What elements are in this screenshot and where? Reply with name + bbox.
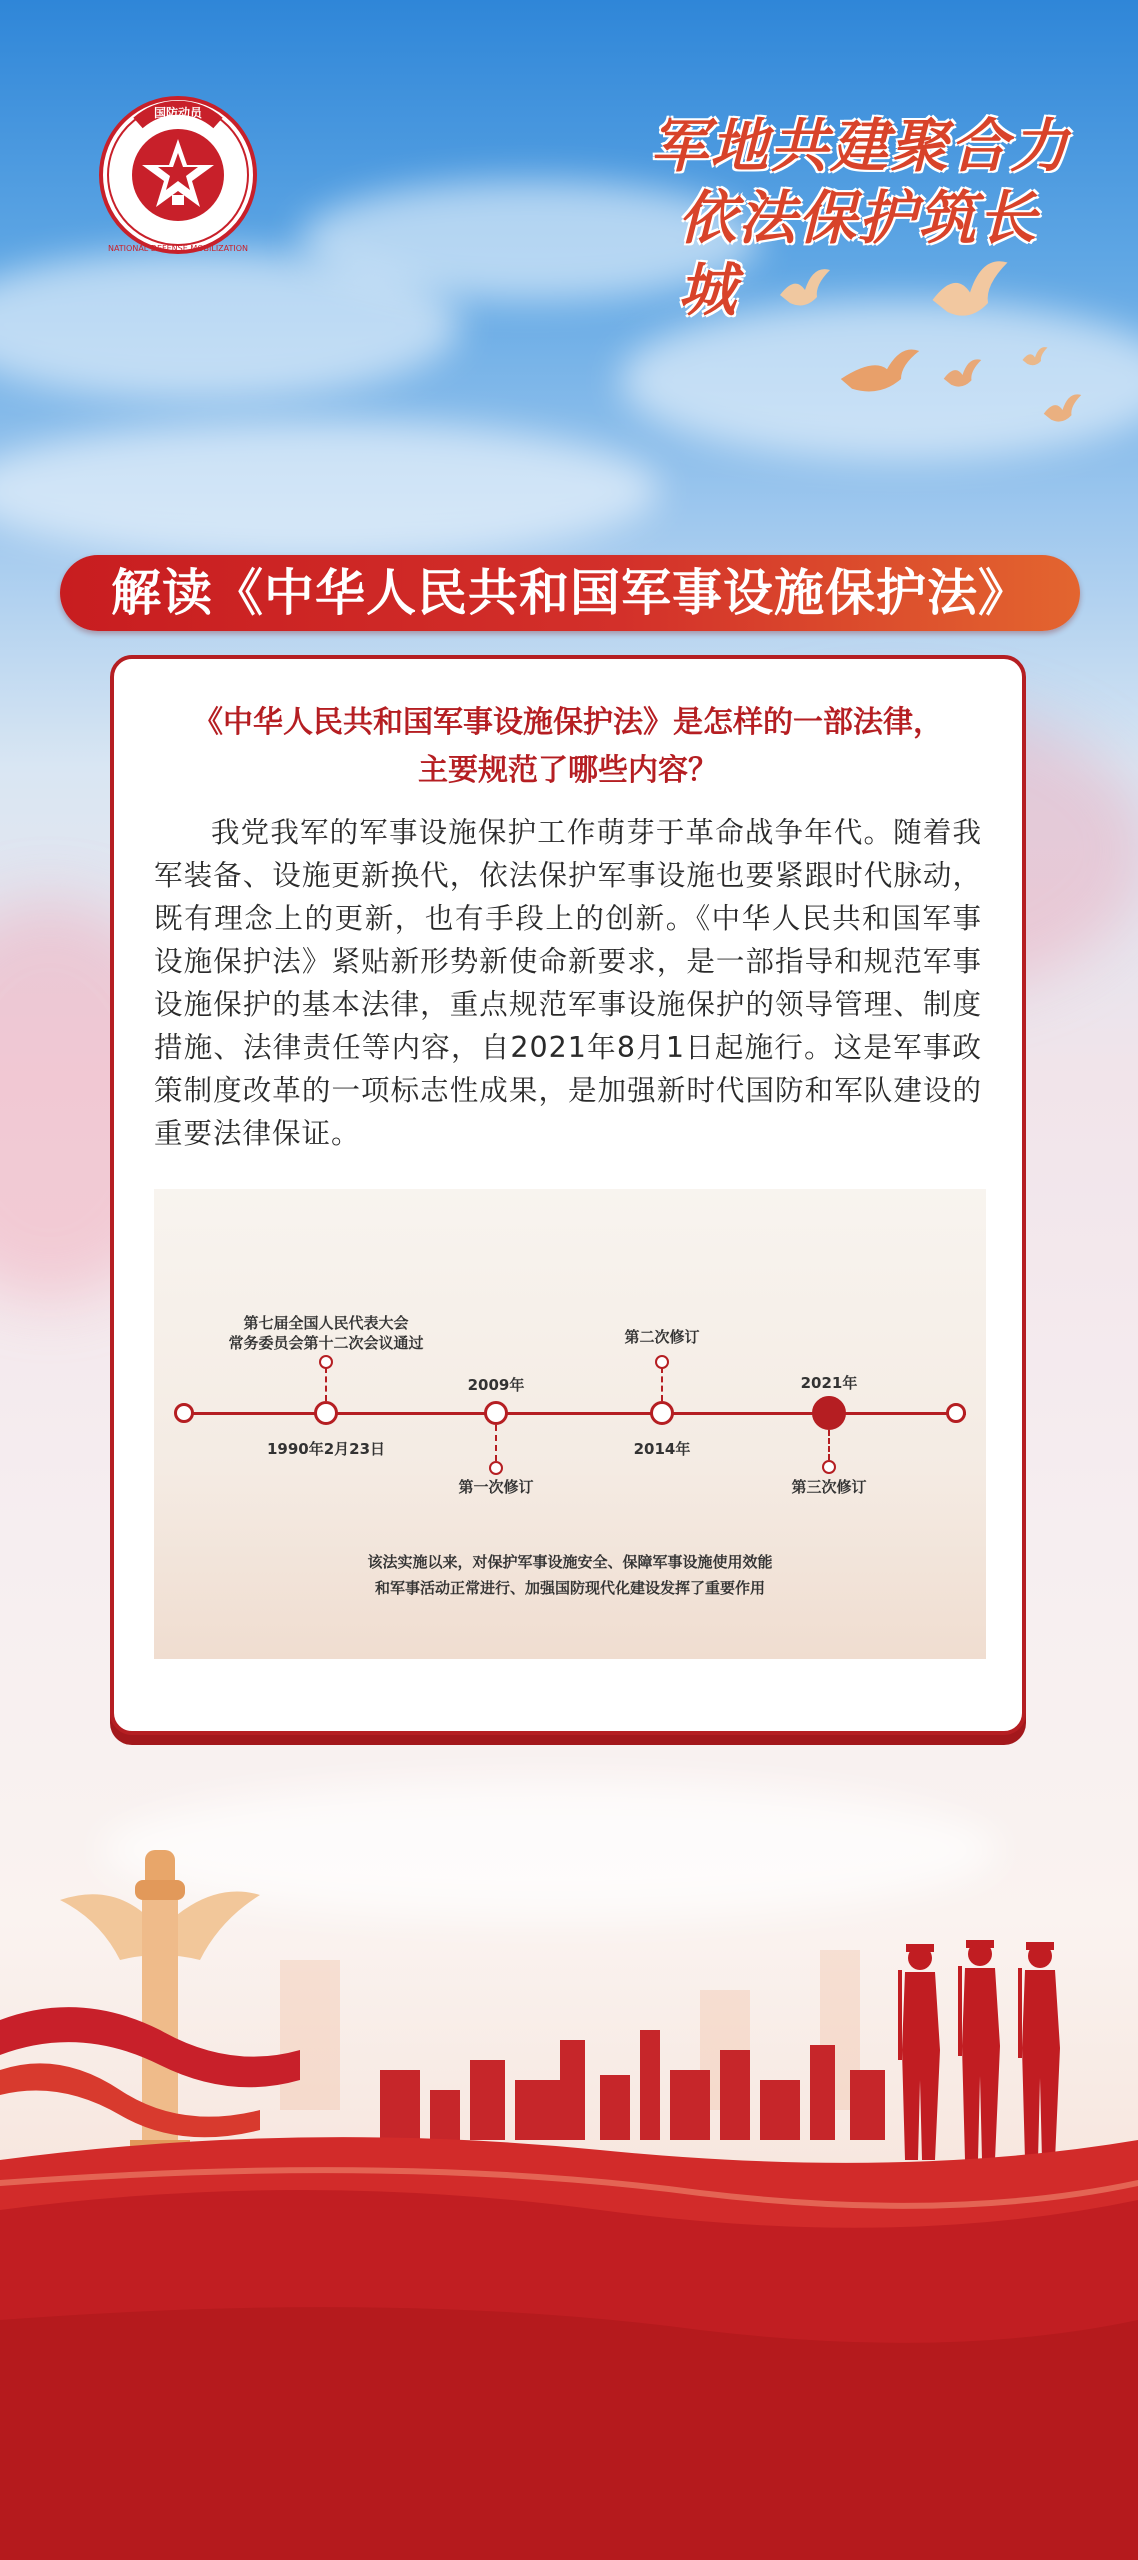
banner-title: 解读《中华人民共和国军事设施保护法》 (111, 564, 1029, 622)
timeline-marker (319, 1355, 333, 1369)
question-heading (144, 699, 992, 795)
law-timeline (154, 1189, 986, 1659)
event-2014-desc: 第二次修订 (624, 1328, 700, 1346)
timeline-axis (184, 1412, 966, 1415)
timeline-connector (661, 1367, 663, 1401)
content-card (110, 655, 1026, 1735)
timeline-connector (828, 1430, 830, 1460)
event-2009-date: 2009年 (467, 1376, 525, 1394)
red-wave-base (0, 2120, 1138, 2560)
timeline-connector (495, 1425, 497, 1461)
timeline-end-node (946, 1403, 966, 1423)
dove-icon (1020, 345, 1050, 370)
event-1990-desc-2: 常务委员会第十二次会议通过 (228, 1334, 424, 1352)
timeline-marker (822, 1460, 836, 1474)
timeline-connector (325, 1367, 327, 1401)
event-2021-date: 2021年 (800, 1374, 858, 1392)
timeline-note-line-2: 和军事活动正常进行、加强国防现代化建设发挥了重要作用 (374, 1579, 765, 1597)
emblem-ring-text: 国防动员 (153, 106, 202, 120)
event-1990-date: 1990年2月23日 (266, 1440, 386, 1458)
timeline-node-2014 (650, 1401, 674, 1425)
question-line-1: 《中华人民共和国军事设施保护法》是怎样的一部法律， (193, 705, 943, 740)
emblem-english-text: NATIONAL DEFENSE MOBILIZATION (107, 244, 249, 253)
event-2009-desc: 第一次修订 (458, 1478, 534, 1496)
timeline-note-line-1: 该法实施以来，对保护军事设施安全、保障军事设施使用效能 (367, 1553, 773, 1571)
slogan (650, 110, 1090, 326)
timeline-start-node (174, 1403, 194, 1423)
slogan-line-2: 依法保护筑长城 (678, 184, 1039, 324)
dove-icon (940, 355, 985, 395)
dove-icon (775, 265, 835, 315)
timeline-node-2009 (484, 1401, 508, 1425)
question-line-2: 主要规范了哪些内容？ (418, 753, 718, 788)
timeline-note (154, 1549, 986, 1601)
event-2021-desc: 第三次修订 (791, 1478, 867, 1496)
slogan-line-1: 军地共建聚合力 (650, 112, 1071, 180)
event-2014-date: 2014年 (633, 1440, 691, 1458)
timeline-node-2021 (812, 1396, 846, 1430)
dove-icon (925, 255, 1015, 330)
title-banner (60, 555, 1080, 631)
dove-icon (1040, 390, 1085, 430)
timeline-marker (489, 1461, 503, 1475)
timeline-node-1990 (314, 1401, 338, 1425)
answer-paragraph: 我党我军的军事设施保护工作萌芽于革命战争年代。随着我军装备、设施更新换代，依法保护军事设施也要紧跟时代脉动，既有理念上的更新，也有手段上的创新。《中华人民共和国军事设施保护法》紧贴新形势新使命新要求，是一部指导和规范军事设施保护的基本法律，重点规范军事设施保护的领导管理、制度措施、法律责任等内容，自2021年8月1日起施行。这是军事政策制度改革的一项标志性成果，是加强新时代国防和军队建设的重要法律保证。 (154, 816, 982, 1150)
dove-icon (825, 330, 935, 400)
timeline-marker (655, 1355, 669, 1369)
event-1990-desc-1: 第七届全国人民代表大会 (243, 1314, 409, 1332)
